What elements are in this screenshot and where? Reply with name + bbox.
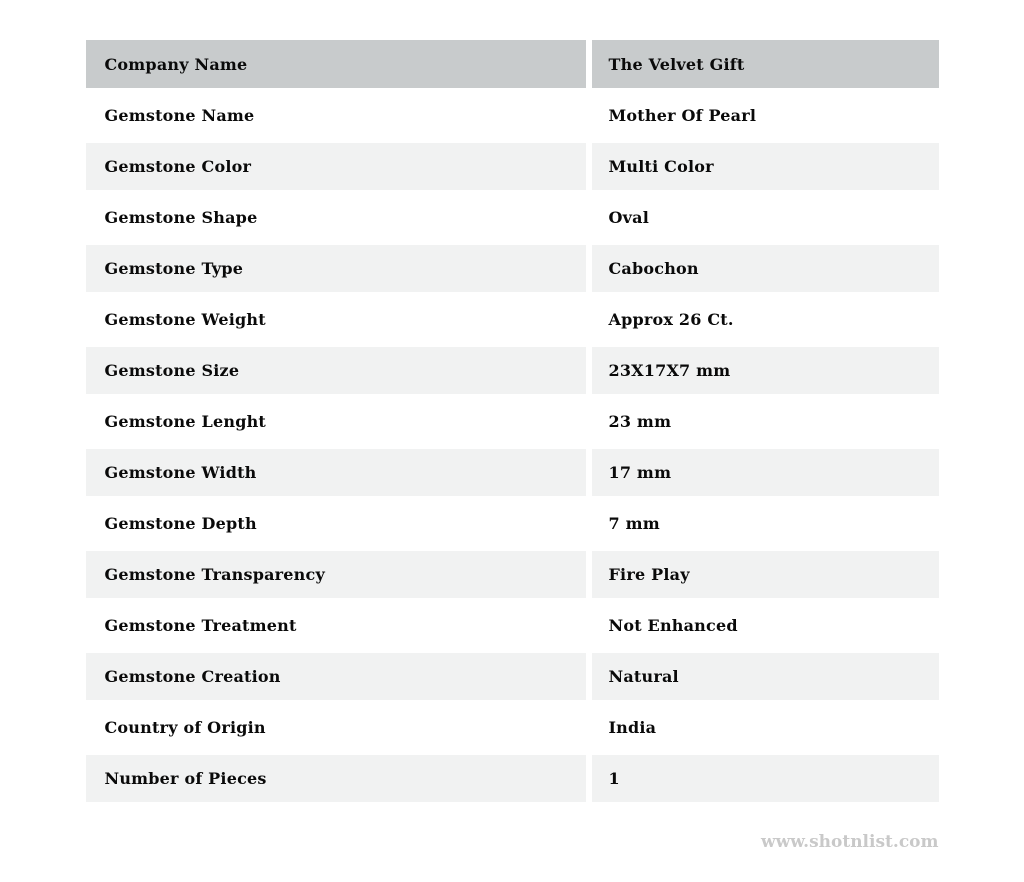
header-value-cell: The Velvet Gift — [592, 40, 939, 88]
attribute-value-cell: 23 mm — [592, 398, 939, 445]
table-header-row — [86, 40, 939, 88]
attribute-value-cell: 1 — [592, 755, 939, 802]
table-row — [86, 704, 939, 751]
table-row — [86, 449, 939, 496]
attribute-value-cell: Cabochon — [592, 245, 939, 292]
gemstone-spec-table — [86, 0, 939, 802]
table-row — [86, 551, 939, 598]
attribute-value-cell: 17 mm — [592, 449, 939, 496]
header-label-cell: Company Name — [86, 40, 586, 88]
attribute-value-cell: Fire Play — [592, 551, 939, 598]
table-row — [86, 92, 939, 139]
attribute-label-cell: Gemstone Name — [86, 92, 586, 139]
attribute-label-cell: Gemstone Lenght — [86, 398, 586, 445]
attribute-value-cell: 7 mm — [592, 500, 939, 547]
attribute-label-cell: Number of Pieces — [86, 755, 586, 802]
table-row — [86, 500, 939, 547]
attribute-value-cell: Not Enhanced — [592, 602, 939, 649]
watermark-text: www.shotnlist.com — [760, 832, 939, 852]
attribute-value-cell: 23X17X7 mm — [592, 347, 939, 394]
attribute-label-cell: Gemstone Treatment — [86, 602, 586, 649]
attribute-value-cell: Mother Of Pearl — [592, 92, 939, 139]
attribute-label-cell: Gemstone Transparency — [86, 551, 586, 598]
attribute-label-cell: Gemstone Type — [86, 245, 586, 292]
table-row — [86, 347, 939, 394]
attribute-label-cell: Gemstone Width — [86, 449, 586, 496]
attribute-value-cell: Approx 26 Ct. — [592, 296, 939, 343]
attribute-value-cell: Natural — [592, 653, 939, 700]
attribute-label-cell: Gemstone Shape — [86, 194, 586, 241]
table-row — [86, 602, 939, 649]
attribute-label-cell: Gemstone Size — [86, 347, 586, 394]
attribute-value-cell: Oval — [592, 194, 939, 241]
table-row — [86, 194, 939, 241]
attribute-label-cell: Gemstone Weight — [86, 296, 586, 343]
attribute-label-cell: Gemstone Depth — [86, 500, 586, 547]
attribute-value-cell: Multi Color — [592, 143, 939, 190]
table-row — [86, 143, 939, 190]
attribute-label-cell: Country of Origin — [86, 704, 586, 751]
table-row — [86, 245, 939, 292]
table-row — [86, 653, 939, 700]
attribute-value-cell: India — [592, 704, 939, 751]
table-row — [86, 755, 939, 802]
table-row — [86, 398, 939, 445]
table-row — [86, 296, 939, 343]
attribute-label-cell: Gemstone Creation — [86, 653, 586, 700]
attribute-label-cell: Gemstone Color — [86, 143, 586, 190]
